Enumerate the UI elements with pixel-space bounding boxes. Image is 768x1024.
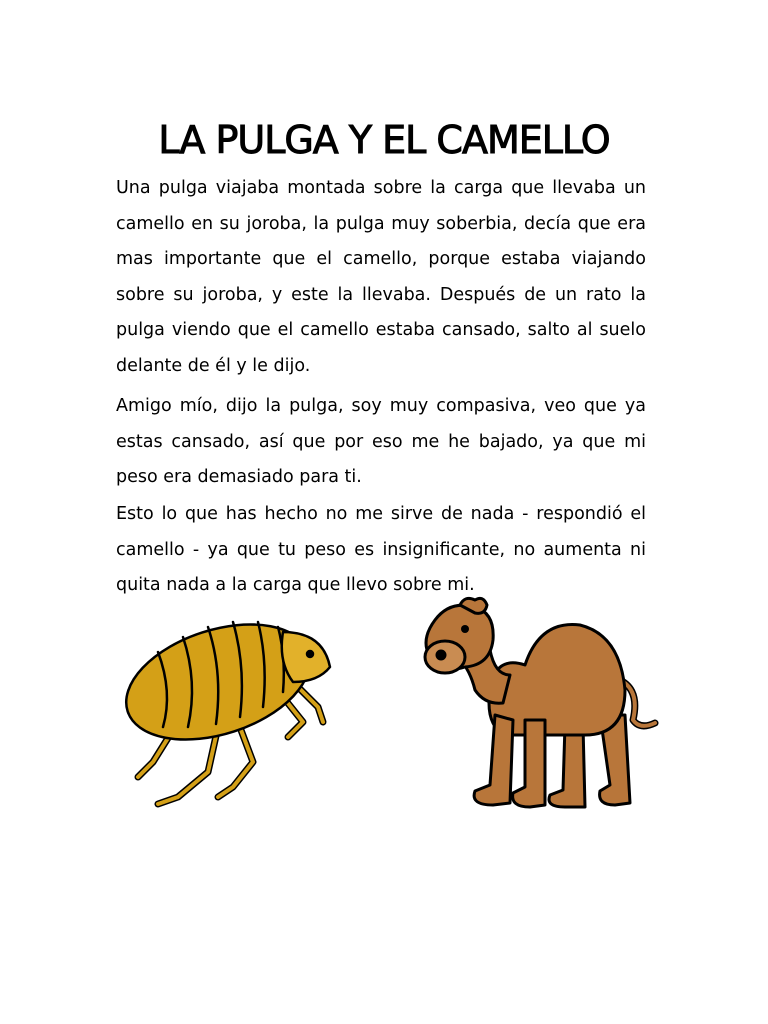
- paragraph-3: Esto lo que has hecho no me sirve de nada - respondió el camello - ya que tu peso es insignificante, no aumenta ni quita nada a la carga que llevo sobre mi.: [116, 504, 646, 595]
- paragraph-2: Amigo mío, dijo la pulga, soy muy compasiva, veo que ya estas cansado, así que por eso me he bajado, ya que mi peso era demasiado para ti.: [116, 396, 646, 487]
- document-title: LA PULGA Y EL CAMELLO: [158, 118, 610, 162]
- flea-illustration: [118, 612, 340, 812]
- paragraph-1: Una pulga viajaba montada sobre la carga que llevaba un camello en su joroba, la pulga muy soberbia, decía que era mas importante que el camello, porque estaba viajando sobre su joroba, y este la llevaba. Después de un rato la pulga viendo que el camello estaba cansado, salto al suelo delante de él y le dijo.: [116, 178, 646, 376]
- camel-illustration: [415, 595, 667, 820]
